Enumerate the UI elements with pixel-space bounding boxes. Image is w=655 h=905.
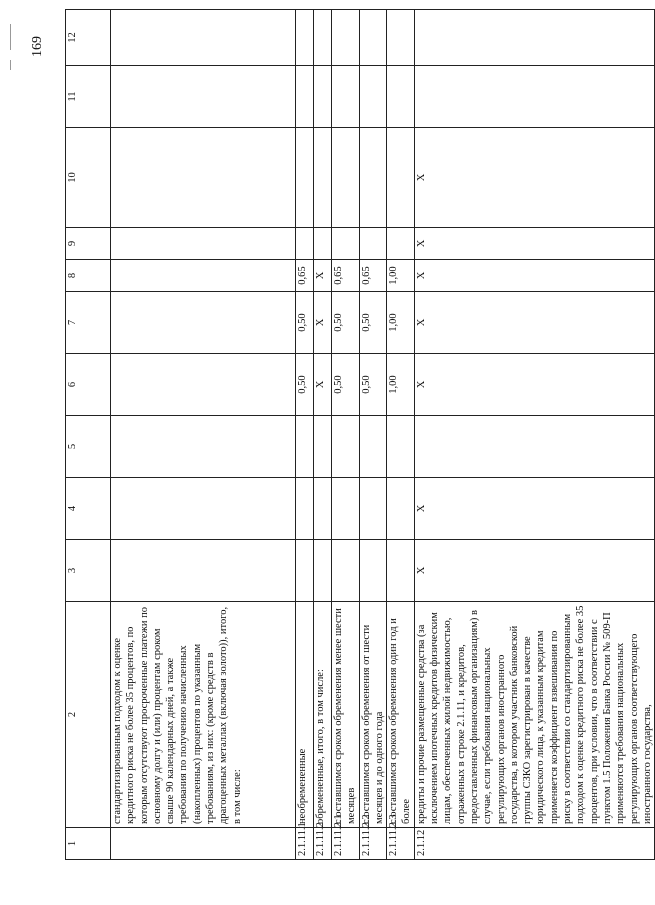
column-number-header: 6 [66, 354, 111, 416]
value-cell: X [314, 292, 332, 354]
value-cell: X [314, 354, 332, 416]
value-cell [296, 416, 314, 478]
value-cell [296, 540, 314, 602]
value-cell [387, 66, 415, 128]
row-description: кредиты и прочие размещенные средства (за исключением ипотечных кредитов физическим лицам, обеспеченных жилой недвижимостью, отраженных в строке 2.1.11, и кредитов, предоставленных финансовым организациям) в случае, если требования национальных регулирующих органов иностранного государства, в котором участник банковской группы СЗКО зарегистрирован в качестве юридического лица, к указанным кредитам применяется коэффициент взвешивания по риску в соответствии со стандартизированным подходом к оценке кредитного риска не более 35 процентов, при условии, что в соответствии с пунктом 1.5 Положения Банка России № 509-П применяются требования национальных регулирующих органов соответствующего иностранного государства, [414, 602, 654, 828]
column-number-header: 3 [66, 540, 111, 602]
value-cell [296, 10, 314, 66]
table-row [296, 10, 314, 860]
value-cell: X [414, 354, 654, 416]
value-cell [111, 478, 296, 540]
value-cell [314, 128, 332, 228]
value-cell [332, 128, 360, 228]
value-cell: 0,50 [296, 292, 314, 354]
value-cell: 0,50 [332, 292, 360, 354]
column-number-header: 7 [66, 292, 111, 354]
value-cell: 0,50 [359, 292, 387, 354]
value-cell [359, 416, 387, 478]
value-cell [111, 260, 296, 292]
value-cell [314, 228, 332, 260]
row-description: с оставшимся сроком обременения менее шести месяцев [332, 602, 360, 828]
row-code: 2.1.11.1 [296, 828, 314, 860]
value-cell [296, 478, 314, 540]
value-cell: X [414, 228, 654, 260]
value-cell [387, 228, 415, 260]
value-cell: 0,65 [332, 260, 360, 292]
value-cell [359, 478, 387, 540]
value-cell: 0,50 [332, 354, 360, 416]
column-number-header: 1 [66, 828, 111, 860]
column-number-header: 12 [66, 10, 111, 66]
value-cell [111, 228, 296, 260]
table-row [111, 10, 296, 860]
value-cell [314, 10, 332, 66]
value-cell [332, 10, 360, 66]
value-cell [111, 10, 296, 66]
column-number-header: 2 [66, 602, 111, 828]
value-cell [332, 416, 360, 478]
value-cell: X [414, 478, 654, 540]
value-cell: 0,50 [296, 354, 314, 416]
value-cell [296, 128, 314, 228]
row-description: необремененные [296, 602, 314, 828]
value-cell [332, 228, 360, 260]
value-cell: 0,50 [359, 354, 387, 416]
column-number-header: 9 [66, 228, 111, 260]
table-row [332, 10, 360, 860]
table-row [314, 10, 332, 860]
value-cell [387, 540, 415, 602]
value-cell [414, 10, 654, 66]
value-cell: 1,00 [387, 354, 415, 416]
value-cell [359, 10, 387, 66]
value-cell [359, 128, 387, 228]
value-cell [359, 228, 387, 260]
value-cell: X [414, 292, 654, 354]
row-description: стандартизированным подходом к оценке кредитного риска не более 35 процентов, по которым отсутствуют просроченные платежи по основному долгу и (или) процентам сроком свыше 90 календарных дней, а также требования по получению начисленных (накопленных) процентов по указанным требованиям, из них: (кроме средств в драгоценных металлах (включая золото)), итого, в том числе: [111, 602, 296, 828]
value-cell [111, 292, 296, 354]
table-row [387, 10, 415, 860]
value-cell [111, 416, 296, 478]
column-number-header: 10 [66, 128, 111, 228]
page-number: 169 [30, 36, 45, 57]
row-code [111, 828, 296, 860]
value-cell [387, 128, 415, 228]
value-cell [414, 66, 654, 128]
value-cell [111, 354, 296, 416]
value-cell [111, 66, 296, 128]
column-number-header: 5 [66, 416, 111, 478]
value-cell: 0,65 [296, 260, 314, 292]
column-number-header: 4 [66, 478, 111, 540]
value-cell [296, 228, 314, 260]
value-cell [387, 10, 415, 66]
value-cell: X [314, 260, 332, 292]
row-description: с оставшимся сроком обременения от шести месяцев и до одного года [359, 602, 387, 828]
value-cell [314, 416, 332, 478]
value-cell [332, 540, 360, 602]
table-row [414, 10, 654, 860]
value-cell [387, 416, 415, 478]
value-cell [314, 540, 332, 602]
value-cell [111, 540, 296, 602]
row-code: 2.1.11.2.1 [332, 828, 360, 860]
table-row [359, 10, 387, 860]
row-description: обремененные, итого, в том числе: [314, 602, 332, 828]
row-code: 2.1.11.2 [314, 828, 332, 860]
value-cell: X [414, 260, 654, 292]
value-cell: X [414, 128, 654, 228]
row-code: 2.1.11.2.3 [387, 828, 415, 860]
value-cell [111, 128, 296, 228]
value-cell: X [414, 540, 654, 602]
value-cell [359, 66, 387, 128]
value-cell: 1,00 [387, 260, 415, 292]
value-cell [387, 478, 415, 540]
data-table [65, 9, 655, 860]
column-number-header: 8 [66, 260, 111, 292]
row-code: 2.1.12 [414, 828, 654, 860]
column-number-header: 11 [66, 66, 111, 128]
table-header-row [66, 10, 111, 860]
row-description: с оставшимся сроком обременения один год и более [387, 602, 415, 828]
value-cell: 0,65 [359, 260, 387, 292]
value-cell [359, 540, 387, 602]
row-code: 2.1.11.2.2 [359, 828, 387, 860]
value-cell [314, 478, 332, 540]
value-cell: 1,00 [387, 292, 415, 354]
value-cell [332, 478, 360, 540]
value-cell [332, 66, 360, 128]
value-cell [314, 66, 332, 128]
value-cell [414, 416, 654, 478]
value-cell [296, 66, 314, 128]
